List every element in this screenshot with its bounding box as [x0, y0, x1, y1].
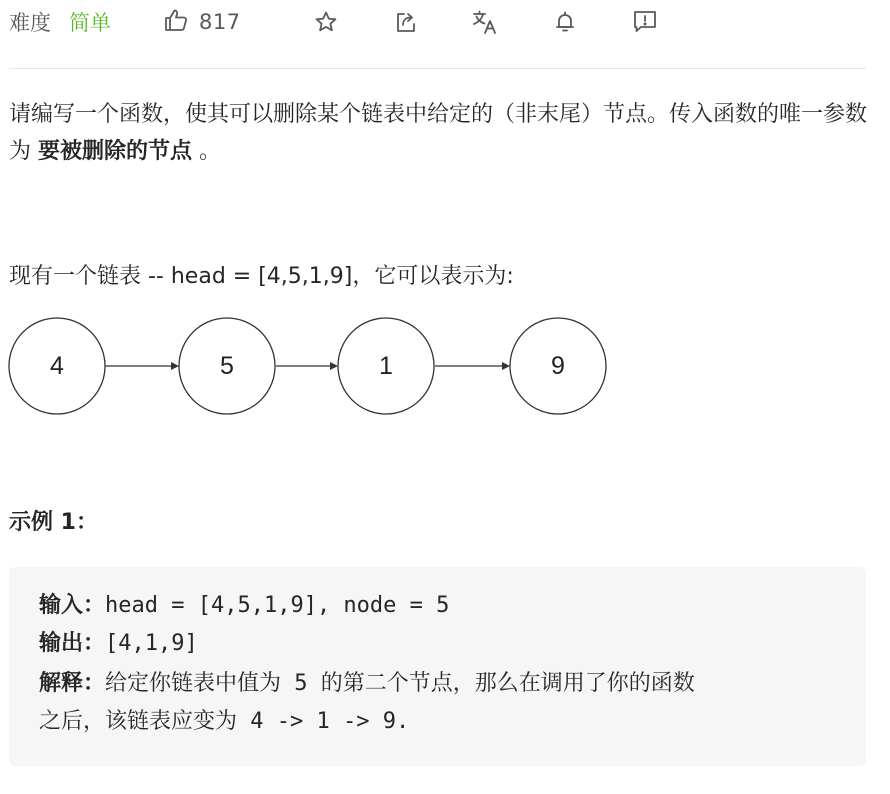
header-divider	[9, 68, 866, 69]
like-button[interactable]	[163, 7, 241, 37]
arrowhead-3	[502, 362, 510, 370]
output-value: [4,1,9]	[105, 631, 198, 656]
description-emphasis: 要被删除的节点	[38, 139, 193, 164]
example-explain-line-2	[39, 703, 409, 741]
input-value: head = [4,5,1,9], node = 5	[105, 593, 450, 618]
problem-description	[9, 96, 871, 170]
arrowhead-2	[330, 362, 338, 370]
explain-text-2: 之后，该链表应变为	[39, 709, 238, 734]
node-label-4: 9	[551, 352, 565, 380]
example-output-line	[39, 625, 198, 663]
feedback-icon	[632, 9, 658, 35]
star-icon	[314, 10, 338, 34]
example-input-line	[39, 587, 449, 625]
subscribe-button[interactable]	[552, 9, 578, 35]
explain-text: 给定你链表中值为	[105, 671, 282, 696]
difficulty-badge: 简单	[69, 11, 111, 35]
example-explain-line	[39, 665, 695, 703]
description-end: 。	[199, 139, 222, 164]
node-label-2: 5	[220, 352, 234, 380]
arrowhead-1	[171, 362, 179, 370]
input-label: 输入：	[39, 593, 106, 618]
difficulty-label: 难度	[9, 11, 51, 35]
share-button[interactable]	[393, 9, 419, 35]
translate-icon	[472, 9, 498, 35]
explain-text-end: 的第二个节点，那么在调用了你的函数	[320, 671, 695, 696]
node-label-1: 4	[50, 352, 64, 380]
example-block	[9, 567, 866, 766]
description-text: 请编写一个函数，使其可以删除某个链表中给定的（非末尾）节点。传入函数的唯一参数为	[9, 102, 868, 164]
like-count: 817	[199, 10, 241, 34]
bell-icon	[553, 10, 577, 34]
share-icon	[394, 10, 418, 34]
output-label: 输出：	[39, 631, 106, 656]
favorite-button[interactable]	[313, 9, 339, 35]
thumbs-up-icon	[163, 7, 189, 37]
problem-toolbar	[9, 0, 866, 44]
feedback-button[interactable]	[632, 9, 658, 35]
explain-result: 4 -> 1 -> 9.	[250, 709, 410, 734]
linked-list-diagram	[0, 310, 620, 425]
example-title: 示例 1：	[9, 510, 98, 535]
translate-button[interactable]	[472, 9, 498, 35]
node-label-3: 1	[379, 352, 393, 380]
explain-label: 解释：	[39, 671, 106, 696]
explain-number: 5	[294, 671, 308, 696]
linked-list-intro: 现有一个链表 -- head = [4,5,1,9]，它可以表示为:	[9, 264, 514, 289]
